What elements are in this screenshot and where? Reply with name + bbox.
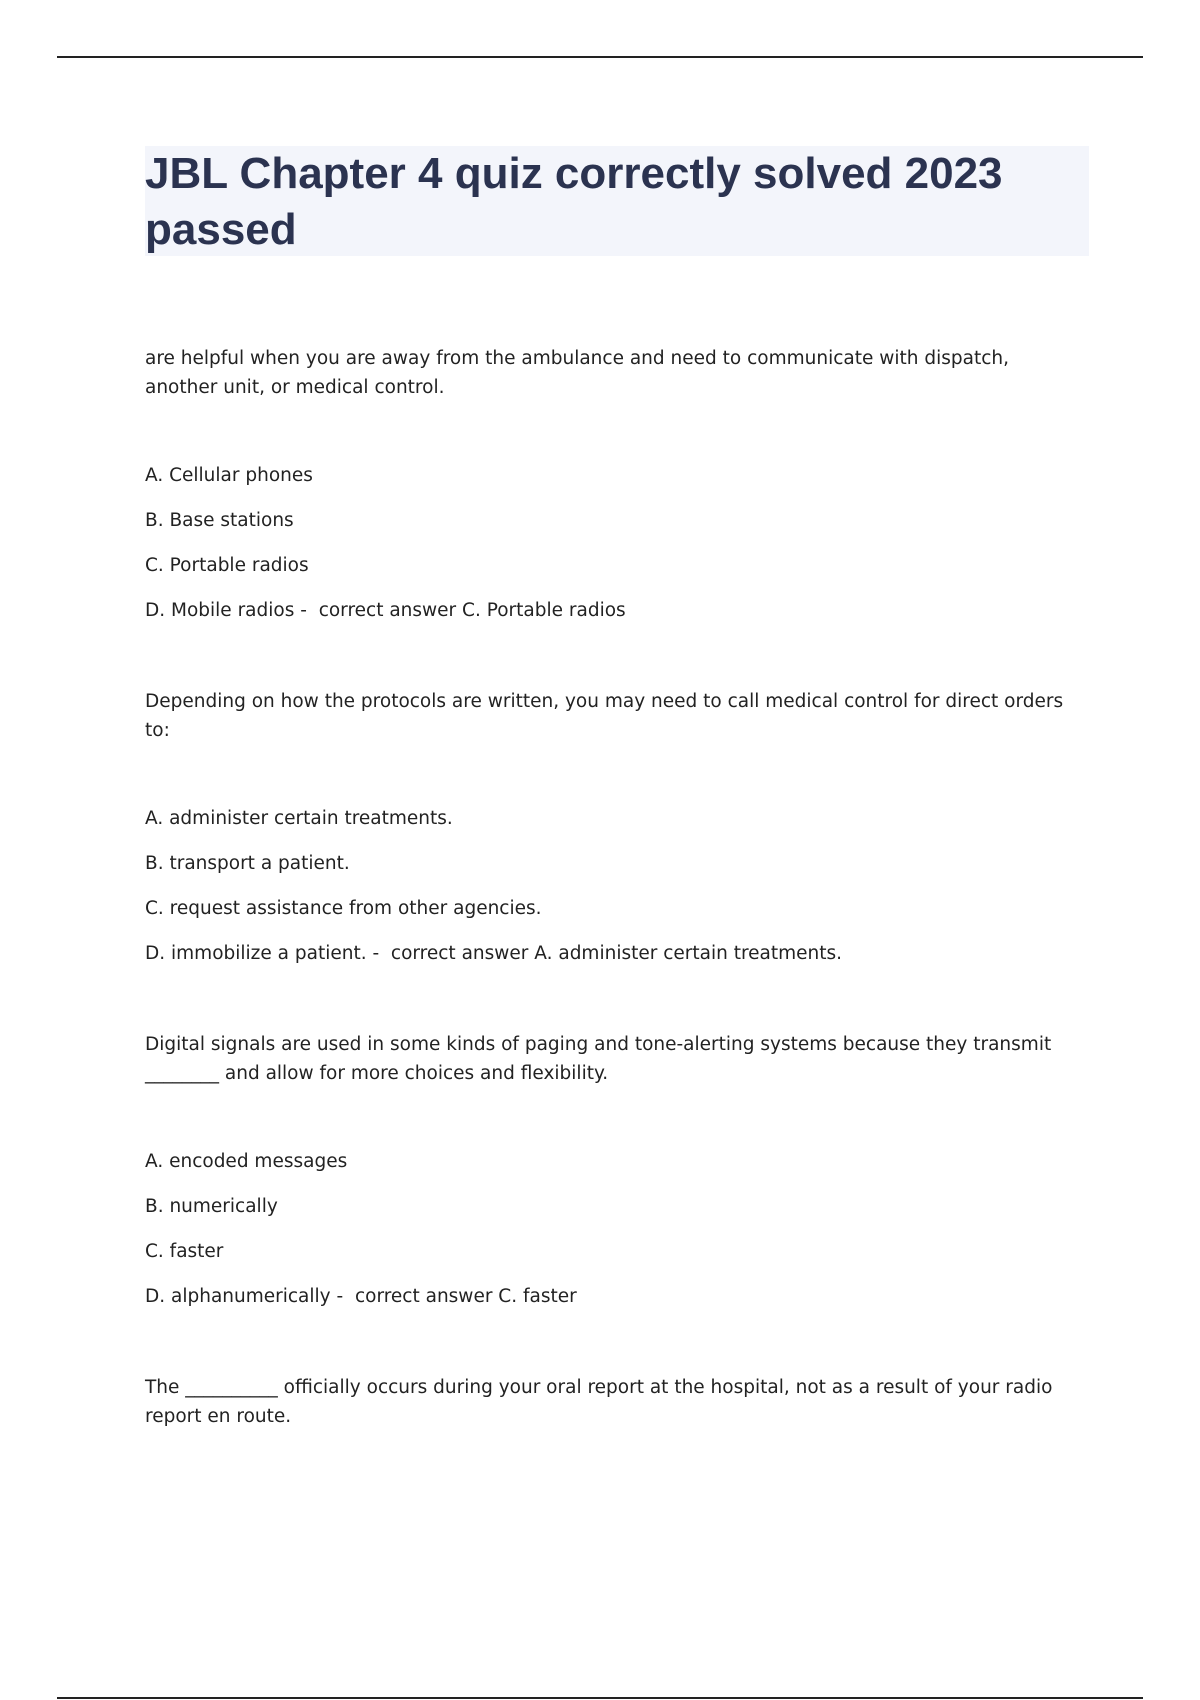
option-d: D. immobilize a patient. xyxy=(145,943,367,964)
option-d-with-answer xyxy=(145,1282,1085,1311)
question-block xyxy=(145,1030,1085,1311)
correct-answer: correct answer C. faster xyxy=(354,1286,577,1307)
answer-separator: - xyxy=(294,600,319,621)
option-d-with-answer xyxy=(145,939,1085,968)
option-list xyxy=(145,1147,1085,1311)
option-d: D. Mobile radios xyxy=(145,600,295,621)
question-text: Depending on how the protocols are written, you may need to call medical control for direct orders to: xyxy=(145,691,1064,741)
question-text: Digital signals are used in some kinds of paging and tone-alerting systems because they transmit ________ and allow for more choices and flexibility. xyxy=(145,1034,1052,1084)
option-c: C. request assistance from other agencies. xyxy=(145,898,542,919)
answer-separator: - xyxy=(366,943,391,964)
top-rule xyxy=(57,56,1143,58)
option-b: B. transport a patient. xyxy=(145,853,350,874)
option-b: B. Base stations xyxy=(145,510,294,531)
option-c: C. Portable radios xyxy=(145,555,309,576)
document-title: JBL Chapter 4 quiz correctly solved 2023 passed xyxy=(145,149,1003,254)
option-a: A. encoded messages xyxy=(145,1151,348,1172)
option-d: D. alphanumerically xyxy=(145,1286,331,1307)
question-block xyxy=(145,687,1085,968)
correct-answer: correct answer A. administer certain treatments. xyxy=(390,943,843,964)
correct-answer: correct answer C. Portable radios xyxy=(318,600,626,621)
bottom-rule xyxy=(57,1697,1143,1699)
question-text: are helpful when you are away from the ambulance and need to communicate with dispatch, another unit, or medical control. xyxy=(145,348,1009,398)
question-block xyxy=(145,344,1085,625)
option-a: A. administer certain treatments. xyxy=(145,808,453,829)
document-body xyxy=(145,344,1085,1431)
title-block xyxy=(145,146,1089,256)
option-list xyxy=(145,461,1085,625)
option-a: A. Cellular phones xyxy=(145,465,313,486)
option-list xyxy=(145,804,1085,968)
answer-separator: - xyxy=(330,1286,355,1307)
question-block xyxy=(145,1373,1085,1431)
question-text: The __________ officially occurs during your oral report at the hospital, not as a result of your radio report en route. xyxy=(145,1377,1053,1427)
option-c: C. faster xyxy=(145,1241,224,1262)
option-d-with-answer xyxy=(145,596,1085,625)
option-b: B. numerically xyxy=(145,1196,278,1217)
